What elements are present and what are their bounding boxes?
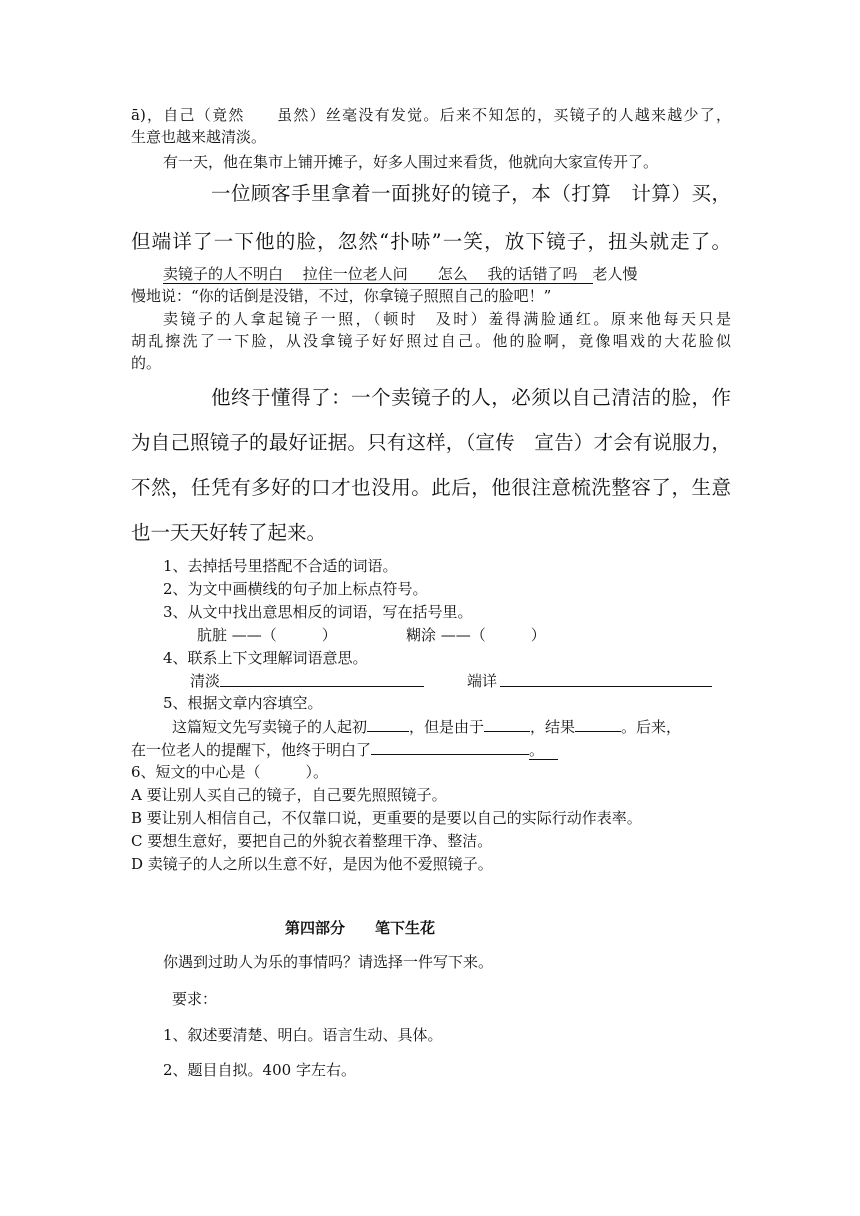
option-a[interactable]: A 要让别人买自己的镜子，自己要先照照镜子。 <box>131 786 447 804</box>
blank[interactable] <box>371 739 529 755</box>
blank[interactable] <box>575 716 621 732</box>
answer-line[interactable] <box>220 686 424 687</box>
option-d[interactable]: D 卖镜子的人之所以生意不好，是因为他不爱照镜子。 <box>131 855 493 873</box>
passage-line: 的。 <box>131 354 162 372</box>
question-4-term-b: 端详 <box>467 672 498 690</box>
passage-line-large: 不然，任凭有多好的口才也没用。此后，他很注意梳洗整容了，生意 <box>131 476 731 499</box>
question-5-fill-line-1: 这篇短文先写卖镜子的人起初 ，但是由于 ，结果 。后来， <box>172 718 682 736</box>
passage-line-large: 他终于懂得了：一个卖镜子的人，必须以自己清洁的脸，作 <box>211 386 731 409</box>
passage-line-large: 一位顾客手里拿着一面挑好的镜子，本（打算 计算）买， <box>211 182 731 205</box>
question-4-term-a: 清淡 <box>190 672 221 690</box>
underlined-sentence: 卖镜子的人不明白 拉住一位老人问 怎么 我的话错了吗 老人慢 <box>163 265 638 283</box>
requirements-label: 要求： <box>172 990 218 1008</box>
passage-line-large: 但端详了一下他的脸，忽然“扑哧”一笑，放下镜子，扭头就走了。 <box>131 230 731 253</box>
blank[interactable] <box>484 716 530 732</box>
passage-line: 胡乱擦洗了一下脸，从没拿镜子好好照过自己。他的脸啊，竟像唱戏的大花脸似 <box>131 332 731 350</box>
question-6: 6、短文的中心是（ ）。 <box>131 763 329 781</box>
passage-line: 慢地说：“你的话倒是没错，不过，你拿镜子照照自己的脸吧！” <box>131 287 552 305</box>
passage-line-large: 也一天天好转了起来。 <box>131 521 327 544</box>
passage-line: 有一天，他在集市上铺开摊子，好多人围过来看货，他就向大家宣传开了。 <box>163 153 659 171</box>
option-b[interactable]: B 要让别人相信自己，不仅靠口说，更重要的是要以自己的实际行动作表率。 <box>131 809 642 827</box>
passage-line: 卖镜子的人拿起镜子一照，（顿时 及时）羞得满脸通红。原来他每天只是 <box>163 310 731 328</box>
section-heading: 第四部分 笔下生花 <box>285 919 436 937</box>
question-3-blank-b[interactable]: 糊涂 ——（ ） <box>406 626 546 644</box>
requirement-2: 2、题目自拟。400 字左右。 <box>163 1061 356 1079</box>
question-1: 1、去掉括号里搭配不合适的词语。 <box>163 557 398 575</box>
question-3: 3、从文中找出意思相反的词语，写在括号里。 <box>163 603 473 621</box>
question-3-blank-a[interactable]: 肮脏 ——（ ） <box>197 626 337 644</box>
question-5: 5、根据文章内容填空。 <box>163 694 323 712</box>
blank[interactable] <box>367 716 409 732</box>
requirement-1: 1、叙述要清楚、明白。语言生动、具体。 <box>163 1026 443 1044</box>
writing-prompt: 你遇到过助人为乐的事情吗？请选择一件写下来。 <box>163 953 494 971</box>
answer-line[interactable] <box>500 686 712 687</box>
passage-line-large: 为自己照镜子的最好证据。只有这样，（宣传 宣告）才会有说服力， <box>131 431 731 454</box>
question-5-fill-line-2: 在一位老人的提醒下，他终于明白了 。 <box>131 739 731 760</box>
passage-line: ā)，自己（竟然 虽然）丝毫没有发觉。后来不知怎的，买镜子的人越来越少了， <box>131 106 731 124</box>
question-4: 4、联系上下文理解词语意思。 <box>163 649 368 667</box>
option-c[interactable]: C 要想生意好，要把自己的外貌衣着整理干净、整洁。 <box>131 832 493 850</box>
passage-line: 生意也越来越清淡。 <box>131 128 267 146</box>
question-2: 2、为文中画横线的句子加上标点符号。 <box>163 580 428 598</box>
